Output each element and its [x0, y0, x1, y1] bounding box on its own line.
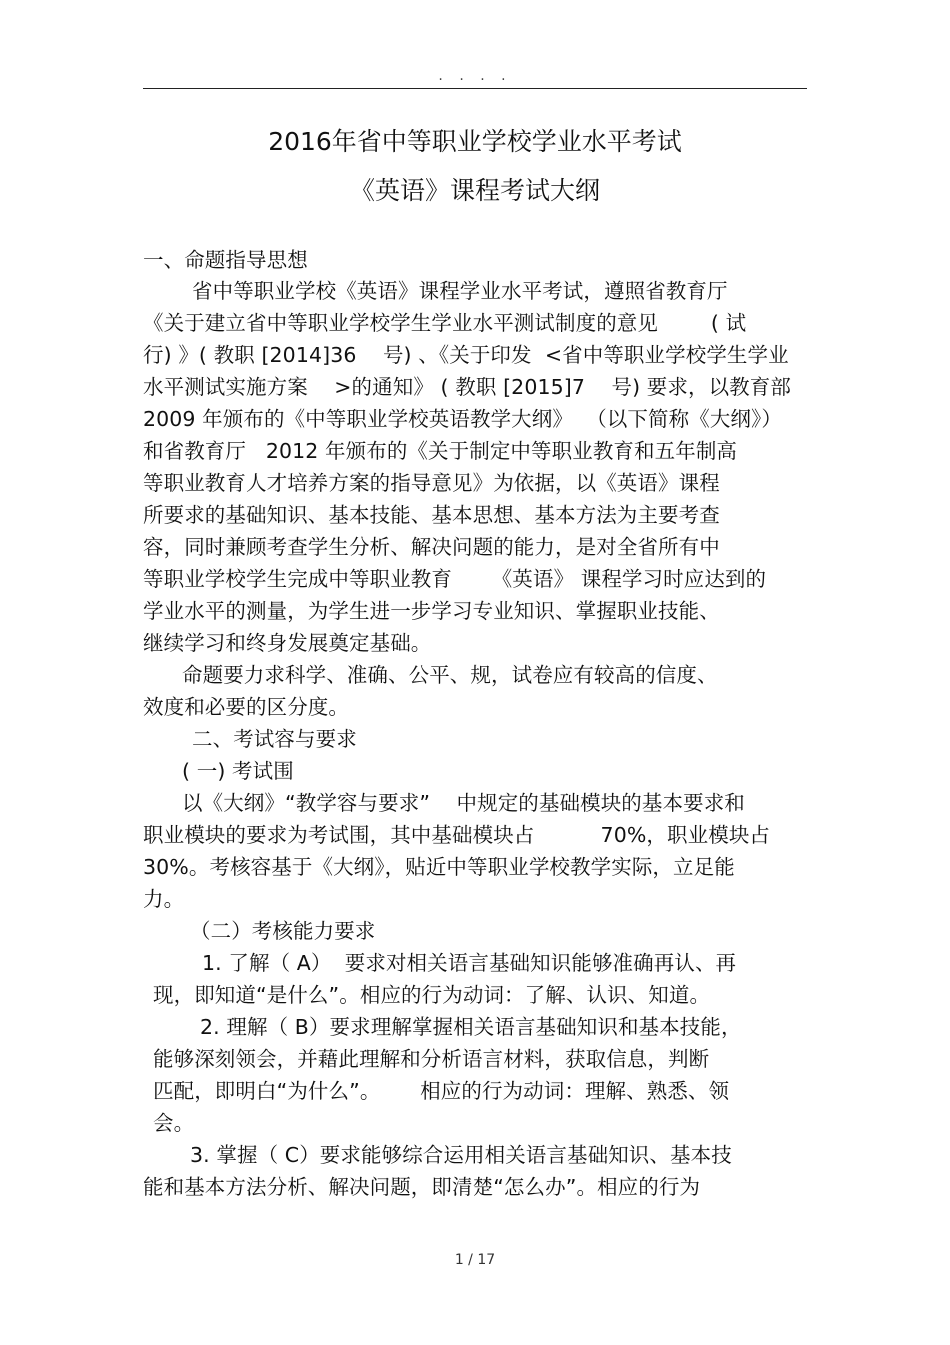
- section-heading: 一、命题指导思想: [143, 248, 308, 272]
- paragraph-line: 职业模块的要求为考试围，其中基础模块占 70%，职业模块占: [143, 823, 771, 847]
- subsection-heading: （二）考核能力要求: [190, 919, 376, 943]
- paragraph-line: 水平测试实施方案 >的通知》 ( 教职 [2015]7 号) 要求，以教育部: [143, 375, 791, 399]
- paragraph-line: 省中等职业学校《英语》课程学业水平考试，遵照省教育厅: [192, 279, 728, 303]
- doc-title-line2: 《英语》课程考试大纲: [349, 176, 600, 205]
- header-rule: [143, 88, 807, 89]
- page-current: 1: [454, 1252, 464, 1268]
- subsection-heading: ( 一) 考试围: [182, 759, 294, 783]
- paragraph-line: 效度和必要的区分度。: [143, 695, 349, 719]
- paragraph-line: 2009 年颁布的《中等职业学校英语教学大纲》 （以下简称《大纲》）: [143, 407, 782, 431]
- paragraph-line: 能和基本方法分析、解决问题，即清楚“怎么办”。相应的行为: [143, 1175, 701, 1199]
- paragraph-line: 继续学习和终身发展奠定基础。: [143, 631, 432, 655]
- paragraph-line: 现，即知道“是什么”。相应的行为动词：了解、认识、知道。: [153, 983, 711, 1007]
- paragraph-line: 3. 掌握（ C）要求能够综合运用相关语言基础知识、基本技: [190, 1143, 732, 1167]
- paragraph-line: 等职业教育人才培养方案的指导意见》为依据，以《英语》课程: [143, 471, 720, 495]
- page-total: 17: [477, 1252, 496, 1268]
- paragraph-line: 和省教育厅 2012 年颁布的《关于制定中等职业教育和五年制高: [143, 439, 738, 463]
- paragraph-line: 容，同时兼顾考查学生分析、解决问题的能力，是对全省所有中: [143, 535, 720, 559]
- paragraph-line: 学业水平的测量，为学生进一步学习专业知识、掌握职业技能、: [143, 599, 720, 623]
- paragraph-line: 会。: [153, 1111, 195, 1135]
- paragraph-line: 力。: [143, 887, 185, 911]
- paragraph-line: 2. 理解（ B）要求理解掌握相关语言基础知识和基本技能，: [200, 1015, 742, 1039]
- paragraph-line: 等职业学校学生完成中等职业教育 《英语》 课程学习时应达到的: [143, 567, 767, 591]
- section-heading: 二、考试容与要求: [192, 727, 357, 751]
- paragraph-line: 30%。考核容基于《大纲》，贴近中等职业学校教学实际，立足能: [143, 855, 735, 879]
- paragraph-line: 匹配，即明白“为什么”。 相应的行为动词：理解、熟悉、领: [153, 1079, 730, 1103]
- page-number: [0, 1252, 950, 1268]
- paragraph-line: 能够深刻领会，并藉此理解和分析语言材料，获取信息，判断: [153, 1047, 710, 1071]
- paragraph-line: 命题要力求科学、准确、公平、规，试卷应有较高的信度、: [182, 663, 718, 687]
- paragraph-line: 以《大纲》“教学容与要求” 中规定的基础模块的基本要求和: [182, 791, 745, 815]
- paragraph-line: 《关于建立省中等职业学校学生学业水平测试制度的意见 ( 试: [143, 311, 747, 335]
- doc-title-line1: 2016年省中等职业学校学业水平考试: [268, 127, 682, 156]
- paragraph-line: 所要求的基础知识、基本技能、基本思想、基本方法为主要考查: [143, 503, 720, 527]
- paragraph-line: 行) 》( 教职 [2014]36 号) 、《关于印发 <省中等职业学校学生学业: [143, 343, 789, 367]
- paragraph-line: 1. 了解（ A） 要求对相关语言基础知识能够准确再认、再: [202, 951, 737, 975]
- header-dots: . . . .: [438, 68, 512, 84]
- page-separator: /: [463, 1252, 478, 1268]
